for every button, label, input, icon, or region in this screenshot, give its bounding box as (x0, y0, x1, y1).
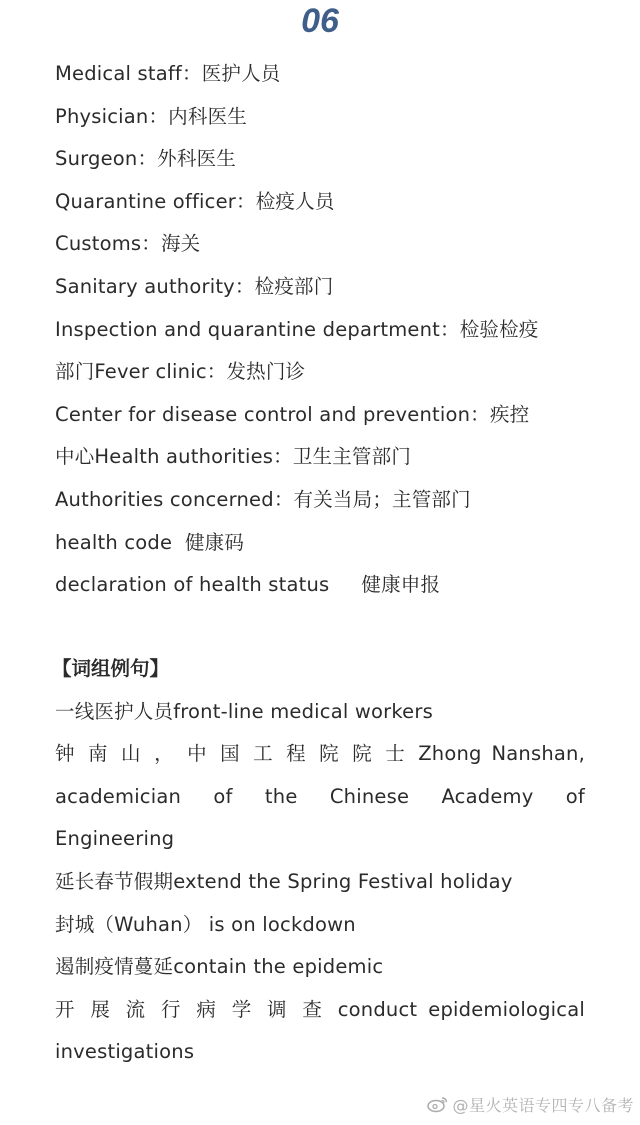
phrase-item: 开 展 流 行 病 学 调 查 conduct epidemiological (55, 997, 585, 1021)
weibo-icon (427, 1095, 449, 1113)
phrase-item: 钟 南 山 ， 中 国 工 程 院 院 士 Zhong Nanshan, (55, 742, 585, 766)
vocab-item: Inspection and quarantine department：检验检疫 (55, 317, 539, 341)
page-number: 06 (301, 2, 339, 40)
vocab-item: Center for disease control and prevention：疾控 (55, 402, 530, 426)
vocab-item: health code 健康码 (55, 530, 245, 554)
vocab-item: 部门Fever clinic：发热门诊 (55, 360, 306, 384)
vocab-item: Authorities concerned：有关当局；主管部门 (55, 487, 471, 511)
phrase-item: 延长春节假期extend the Spring Festival holiday (55, 869, 513, 893)
vocab-item: Sanitary authority：检疫部门 (55, 274, 334, 298)
vocab-item: Physician：内科医生 (55, 104, 247, 128)
vocab-item: declaration of health status 健康申报 (55, 573, 441, 597)
vocab-item: Medical staff：医护人员 (55, 62, 281, 85)
phrase-item: 一线医护人员front-line medical workers (55, 699, 433, 723)
vocab-item: Surgeon：外科医生 (55, 147, 236, 171)
phrase-item: 封城（Wuhan） is on lockdown (55, 912, 356, 936)
phrase-item: investigations (55, 1040, 195, 1064)
section-heading: 【词组例句】 (52, 657, 170, 680)
watermark (427, 1089, 634, 1119)
vocab-item: Customs：海关 (55, 232, 201, 256)
phrase-item: 遏制疫情蔓延contain the epidemic (55, 955, 384, 979)
vocabulary-list (55, 53, 585, 607)
vocab-item: Quarantine officer：检疫人员 (55, 189, 335, 213)
phrase-item: academician of the Chinese Academy of (55, 784, 585, 808)
vocab-item: 中心Health authorities：卫生主管部门 (55, 445, 412, 469)
watermark-text: @星火英语专四专八备考 (452, 1095, 634, 1115)
phrases-section (52, 648, 585, 1074)
phrase-item: Engineering (55, 827, 175, 851)
